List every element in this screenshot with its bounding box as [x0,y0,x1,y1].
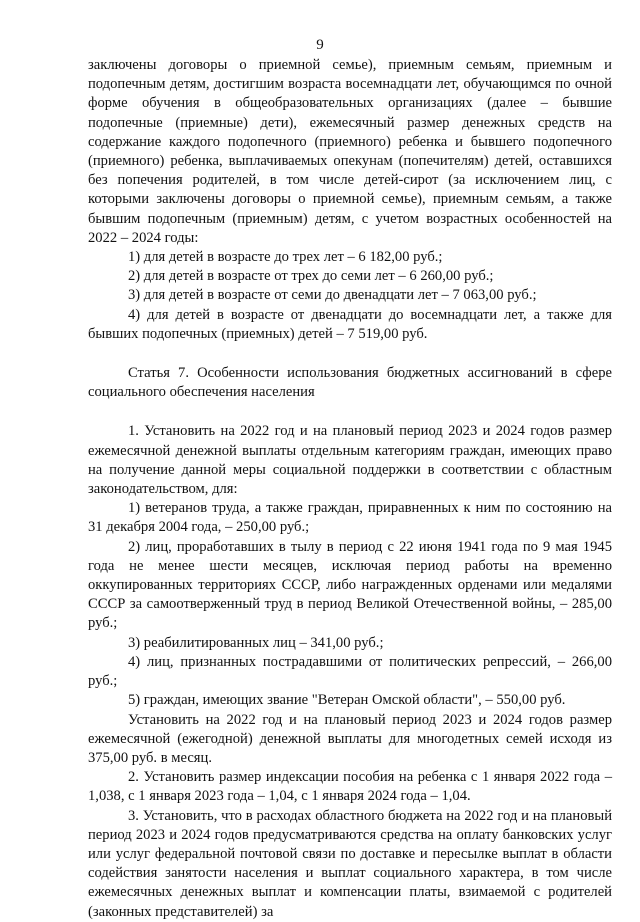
section-1-item-3: 3) реабилитированных лиц – 341,00 руб.; [128,634,384,651]
page-number: 9 [316,37,324,53]
list-item-age-3-7: 2) для детей в возрасте от трех до семи лет – 6 260,00 руб.; [128,268,494,285]
list-item-age-7-12: 3) для детей в возрасте от семи до двенадцати лет – 7 063,00 руб.; [128,287,537,304]
section-3: 3. Установить, что в расходах областного бюджета на 2022 год и на плановый период 2023 и 2024 годов предусматриваются средства на оплату банковских услуг или услуг федеральной почтовой связи по доставке и пересылке выплат в области содействия занятости населения и выплат социального характера, в том числе ежемесячных денежных выплат и компенсации платы, взимаемой с родителей (законных представителей) за [88,807,612,920]
section-1-item-1: 1) ветеранов труда, а также граждан, приравненных к ним по состоянию на 31 декабря 2004 года, – 250,00 руб.; [88,500,612,536]
document-body [88,56,612,922]
spacer [88,344,612,364]
section-1-item-4: 4) лиц, признанных пострадавшими от политических репрессий, – 266,00 руб.; [88,653,612,690]
spacer [88,402,612,422]
list-item-age-0-3: 1) для детей в возрасте до трех лет – 6 182,00 руб.; [128,249,443,266]
section-2: 2. Установить размер индексации пособия на ребенка с 1 января 2022 года – 1,038, с 1 января 2023 года – 1,04, с 1 января 2024 года – 1,04. [88,769,612,805]
section-1-large-families: Установить на 2022 год и на плановый период 2023 и 2024 годов размер ежемесячной (ежегодной) денежной выплаты для многодетных семей исходя из 375,00 руб. в месяц. [88,711,612,766]
paragraph-continuation: заключены договоры о приемной семье), приемным семьям, приемным и подопечным детям, достигшим возраста восемнадцати лет, обучающимся по очной форме обучения в общеобразовательных организациях (далее – бывшие подопечные (приемные) дети), ежемесячный размер денежных средств на содержание каждого подопечного (приемного) ребенка и бывшего подопечного (приемного) ребенка, выплачиваемых опекунам (попечителям) детей, оставшихся без попечения родителей, в том числе детей-сирот (за исключением лиц, с которыми заключены договоры о приемной семье), приемным семьям, а также бывшим подопечным (приемным) детям, с учетом возрастных особенностей на 2022 – 2024 годы: [88,57,612,246]
section-1-item-5: 5) граждан, имеющих звание "Ветеран Омской области", – 550,00 руб. [128,692,566,709]
article-heading: Статья 7. Особенности использования бюджетных ассигнований в сфере социального обеспечения населения [88,365,612,401]
list-item-age-12-18: 4) для детей в возрасте от двенадцати до восемнадцати лет, а также для бывших подопечных (приемных) детей – 7 519,00 руб. [88,306,612,342]
section-1-item-2: 2) лиц, проработавших в тылу в период с 22 июня 1941 года по 9 мая 1945 года не менее шести месяцев, исключая период работы на временно оккупированных территориях СССР, либо награжденных орденами или медалями СССР за самоотверженный труд в период Великой Отечественной войны, – 285,00 руб.; [88,538,612,632]
section-1: 1. Установить на 2022 год и на плановый период 2023 и 2024 годов размер ежемесячной денежной выплаты отдельным категориям граждан, имеющих право на получение данной меры социальной поддержки в соответствии с областным законодательством, для: [88,423,612,498]
